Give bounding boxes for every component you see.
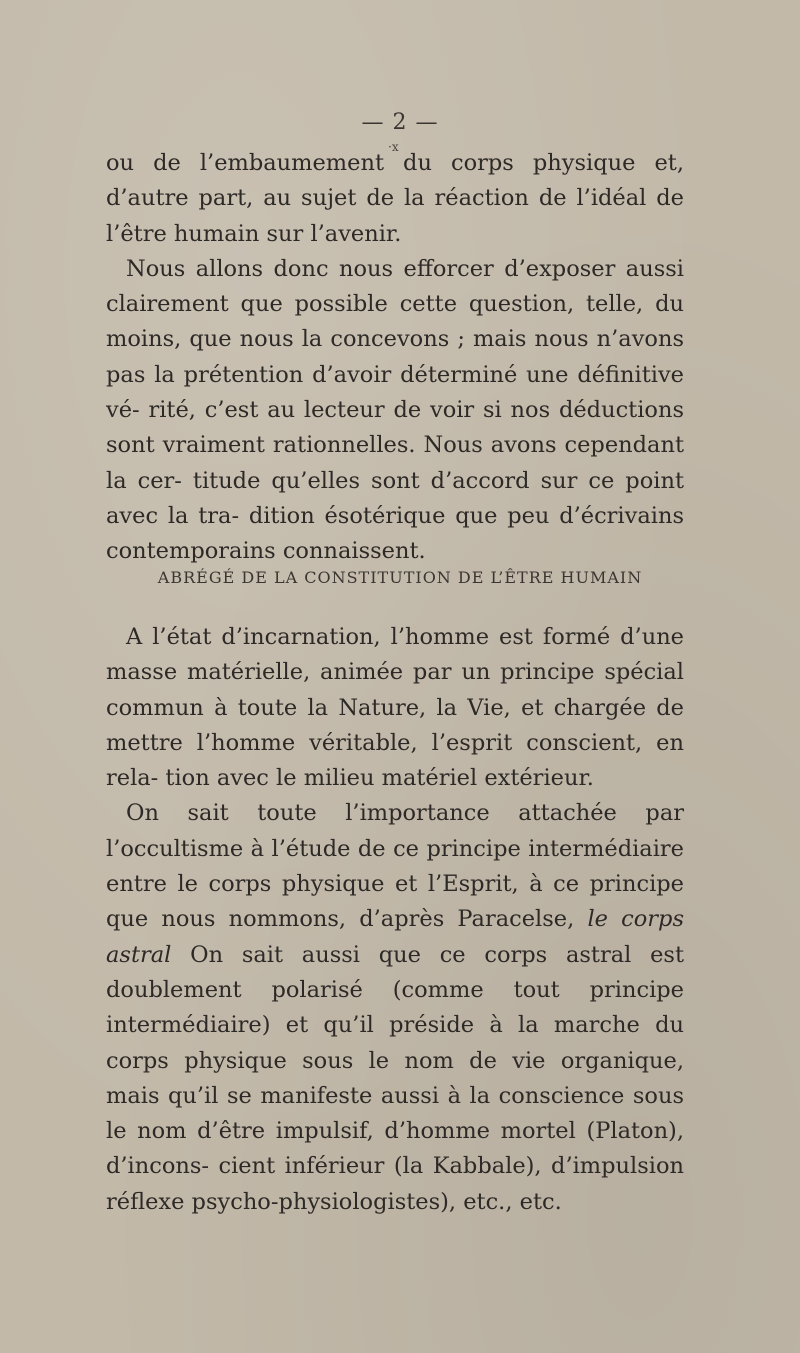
intro-text — [106, 146, 684, 570]
section-text — [106, 620, 684, 1220]
section-paragraph-2-end: On sait aussi que ce corps astral est doublement polarisé (comme tout principe intermédiaire) et qu’il préside à la marche du corps physique sous le nom de vie organique, mais qu’il se manifeste aussi à la conscience sous le nom d’être impulsif, d’homme mortel (Platon), d’incons- cient inférieur (la Kabbale), d’impulsion réflexe psycho-physiologistes), etc., etc. — [106, 941, 684, 1215]
section-paragraph-1: A l’état d’incarnation, l’homme est formé d’une masse matérielle, animée par un principe spécial commun à toute la Nature, la Vie, et chargée de mettre l’homme véritable, l’esprit conscient, en rela- tion avec le milieu matériel extérieur. — [106, 624, 684, 792]
section-paragraph-2 — [106, 796, 684, 1220]
margin-mark: ·x — [388, 140, 399, 154]
page-number: — 2 — — [361, 110, 439, 135]
italic-term: le corps astral — [106, 906, 684, 968]
intro-paragraph-2: Nous allons donc nous efforcer d’exposer aussi clairement que possible cette question, telle, du moins, que nous la concevons ; mais nous n’avons pas la prétention d’avoir déterminé une définitive vé- rité, c’est au lecteur de voir si nos déductions sont vraiment rationnelles. Nous avons cependant la cer- titude qu’elles sont d’accord sur ce point avec la tra- dition ésotérique que peu d’écrivains contemporains connaissent. — [106, 255, 684, 565]
intro-paragraph-1: ou de l’embaumement du corps physique et, d’autre part, au sujet de la réaction de l’idéal de l’être humain sur l’avenir. — [106, 150, 684, 247]
section-heading: ABRÉGÉ DE LA CONSTITUTION DE L’ÊTRE HUMAIN — [157, 568, 643, 587]
section-paragraph-2-start: On sait toute l’importance attachée par l’occultisme à l’étude de ce principe intermédiaire entre le corps physique et l’Esprit, à ce principe que nous nommons, d’après Paracelse, — [106, 800, 684, 933]
